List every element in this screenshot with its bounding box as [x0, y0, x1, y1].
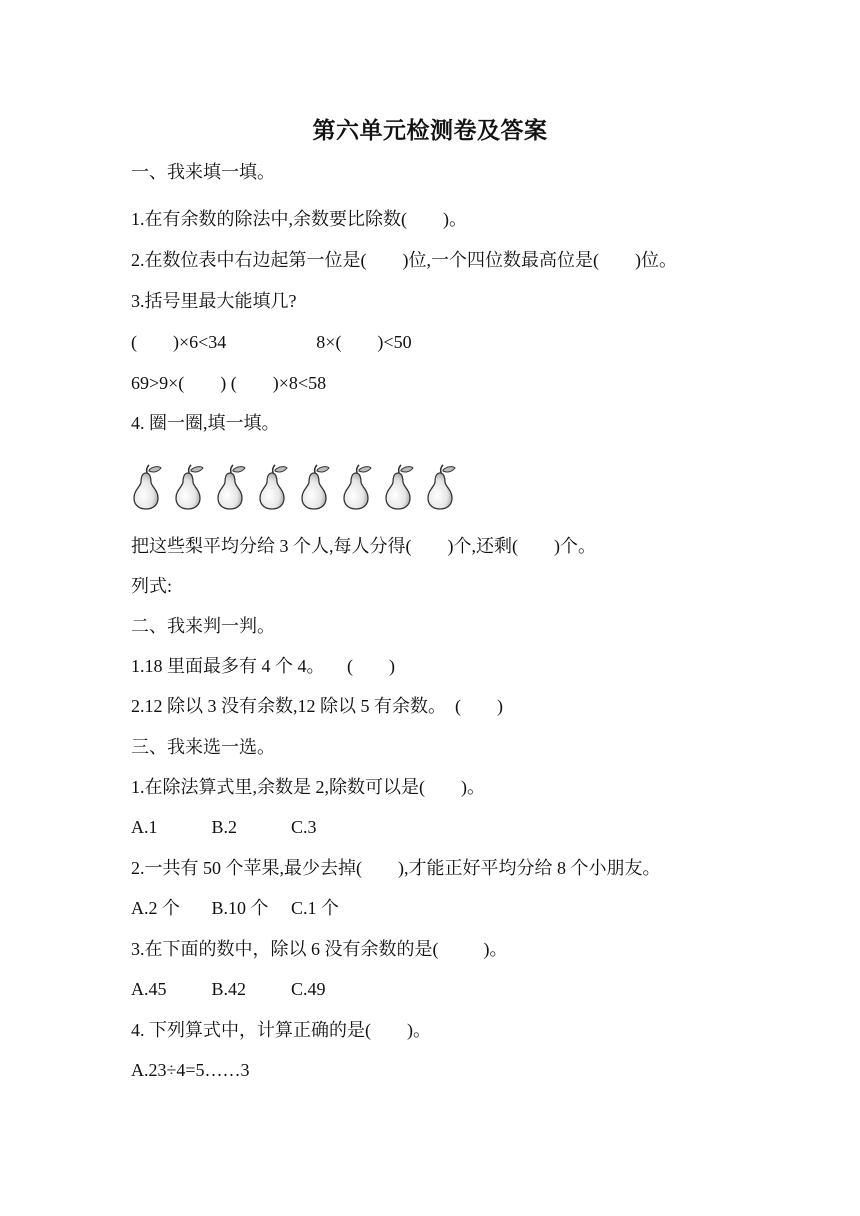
section-2-heading: 二、我来判一判。: [131, 616, 275, 636]
pear-icon: [422, 464, 458, 510]
pear-icon: [338, 464, 374, 510]
question-3-1: 1.在除法算式里,余数是 2,除数可以是( )。: [131, 777, 485, 797]
section-1-heading: 一、我来填一填。: [131, 162, 275, 182]
question-1-3-row-2: 69>9×( ) ( )×8<58: [131, 373, 327, 393]
formula-label: 列式:: [131, 576, 173, 596]
question-2-1: 1.18 里面最多有 4 个 4。 ( ): [131, 656, 395, 676]
pear-icon: [128, 464, 164, 510]
question-1-1: 1.在有余数的除法中,余数要比除数( )。: [131, 209, 467, 229]
question-3-2-options: A.2 个 B.10 个 C.1 个: [131, 898, 340, 918]
pear-icon: [254, 464, 290, 510]
question-1-3: 3.括号里最大能填几?: [131, 291, 297, 311]
question-3-1-options: A.1 B.2 C.3: [131, 817, 317, 837]
page-title: 第六单元检测卷及答案: [312, 118, 548, 144]
pear-icon: [380, 464, 416, 510]
question-1-3-row-1: ( )×6<34 8×( )<50: [131, 332, 412, 352]
question-3-4: 4. 下列算式中，计算正确的是( )。: [131, 1020, 431, 1040]
question-3-3-options: A.45 B.42 C.49: [131, 979, 326, 999]
question-3-4-option-a: A.23÷4=5……3: [131, 1060, 250, 1080]
pear-icon: [212, 464, 248, 510]
question-3-2: 2.一共有 50 个苹果,最少去掉( ),才能正好平均分给 8 个小朋友。: [131, 858, 661, 878]
pear-row: [128, 464, 458, 510]
question-1-4: 4. 圈一圈,填一填。: [131, 413, 280, 433]
question-1-4-text: 把这些梨平均分给 3 个人,每人分得( )个,还剩( )个。: [131, 536, 596, 556]
question-3-3: 3.在下面的数中，除以 6 没有余数的是( )。: [131, 939, 508, 959]
pear-icon: [170, 464, 206, 510]
pear-icon: [296, 464, 332, 510]
question-2-2: 2.12 除以 3 没有余数,12 除以 5 有余数。 ( ): [131, 696, 503, 716]
section-3-heading: 三、我来选一选。: [131, 737, 275, 757]
question-1-2: 2.在数位表中右边起第一位是( )位,一个四位数最高位是( )位。: [131, 250, 677, 270]
